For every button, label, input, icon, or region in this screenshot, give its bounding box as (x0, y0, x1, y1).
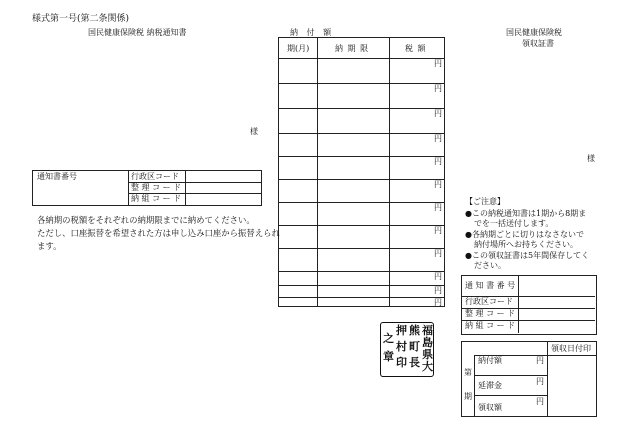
payment-row-divider (279, 179, 444, 180)
payment-row-yen: 円 (434, 272, 442, 281)
seal-char: 熊 (409, 324, 420, 337)
addressee-sama: 様 (250, 127, 258, 136)
seal-char: 福 (422, 324, 433, 337)
note-3-line-1: ●この領収証書は5年間保存してく (465, 251, 590, 260)
receipt-title-1: 国民健康保険税 (506, 28, 562, 37)
payment-row-yen: 円 (434, 109, 442, 118)
payment-row-divider (279, 83, 444, 84)
payment-amount-title: 納 付 額 (290, 28, 335, 37)
payment-row-divider (279, 297, 444, 298)
payment-row-divider (279, 285, 444, 286)
note-2-line-1: ●各納期ごとに切りはなさないで (465, 230, 584, 239)
note-2-line-2: 納付場所へお持ちください。 (474, 240, 578, 249)
payment-row-divider (279, 225, 444, 226)
form-number: 様式第一号(第二条関係) (32, 14, 130, 24)
notice-number-label: 通知書番号 (37, 172, 77, 181)
receipt-id-table (461, 275, 597, 335)
paid-amount-label: 納付額 (478, 356, 502, 365)
seal-char: 町 (409, 340, 420, 353)
payment-row-yen: 円 (434, 84, 442, 93)
instruction-line-3: ます。 (37, 241, 62, 251)
received-amount-label: 領収額 (478, 403, 502, 412)
late-fee-label: 延滞金 (478, 381, 502, 390)
id-table (32, 170, 262, 206)
receipt-amount-table (461, 341, 597, 417)
payment-row-divider (279, 202, 444, 203)
header-due-date: 納 期 限 (335, 44, 370, 53)
period-suffix: 期 (464, 392, 472, 401)
payment-row-divider (279, 271, 444, 272)
official-seal-stamp (380, 322, 434, 377)
payment-row-yen: 円 (434, 134, 442, 143)
district-code-label: 行政区コード (131, 172, 179, 181)
notice-title: 国民健康保険税 納税通知書 (88, 28, 187, 37)
seal-char: 大 (422, 360, 433, 373)
instruction-line-1: 各納期の税額をそれぞれの納期限までに納めてください。 (37, 215, 255, 225)
paid-amount-yen: 円 (536, 356, 544, 365)
seal-char: 之 (383, 332, 394, 345)
seal-char: 押 (396, 324, 407, 337)
instruction-line-2: ただし、口座振替を希望された方は申し込み口座から振替えられ (37, 228, 280, 238)
seal-char: 章 (383, 350, 394, 363)
receipt-notice-number-label: 通 知 書 番 号 (465, 281, 516, 290)
payment-row-yen: 円 (434, 59, 442, 68)
seal-char: 印 (396, 356, 407, 369)
payment-row-divider (279, 58, 444, 59)
notes-title: 【ご注意】 (465, 197, 505, 206)
payment-row-divider (279, 133, 444, 134)
receipt-payment-group-code-label: 納 組 コ ー ド (465, 321, 516, 330)
late-fee-yen: 円 (536, 377, 544, 386)
receipt-district-code-label: 行政区コード (465, 297, 513, 306)
receipt-reference-code-label: 整 理 コ ー ド (465, 309, 516, 318)
header-period: 期(月) (287, 44, 310, 53)
note-3-line-2: ださい。 (474, 261, 506, 270)
seal-char: 村 (396, 340, 407, 353)
receipt-sama: 様 (587, 154, 595, 163)
seal-char: 長 (409, 356, 420, 369)
reference-code-label: 整 理 コ ー ド (131, 183, 182, 192)
payment-row-yen: 円 (434, 226, 442, 235)
payment-row-yen: 円 (434, 157, 442, 166)
payment-row-yen: 円 (434, 180, 442, 189)
payment-group-code-label: 納 組 コ ー ド (131, 194, 182, 203)
note-1-line-1: ●この納税通知書は1期から8期ま (465, 209, 587, 218)
received-amount-yen: 円 (536, 397, 544, 406)
payment-row-divider (279, 156, 444, 157)
payment-row-yen: 円 (434, 286, 442, 295)
payment-table (278, 37, 445, 307)
stamp-label: 領収日付印 (551, 344, 591, 353)
receipt-title-2: 領収証書 (522, 39, 554, 48)
payment-row-yen: 円 (434, 298, 442, 307)
header-tax-amount: 税 額 (405, 44, 427, 53)
seal-char: 島 (422, 336, 433, 349)
payment-row-yen: 円 (434, 249, 442, 258)
payment-row-divider (279, 108, 444, 109)
payment-row-divider (279, 248, 444, 249)
payment-row-yen: 円 (434, 203, 442, 212)
seal-char: 県 (422, 348, 433, 361)
note-1-line-2: でを一括送付します。 (474, 219, 554, 228)
period-prefix: 第 (464, 368, 472, 377)
